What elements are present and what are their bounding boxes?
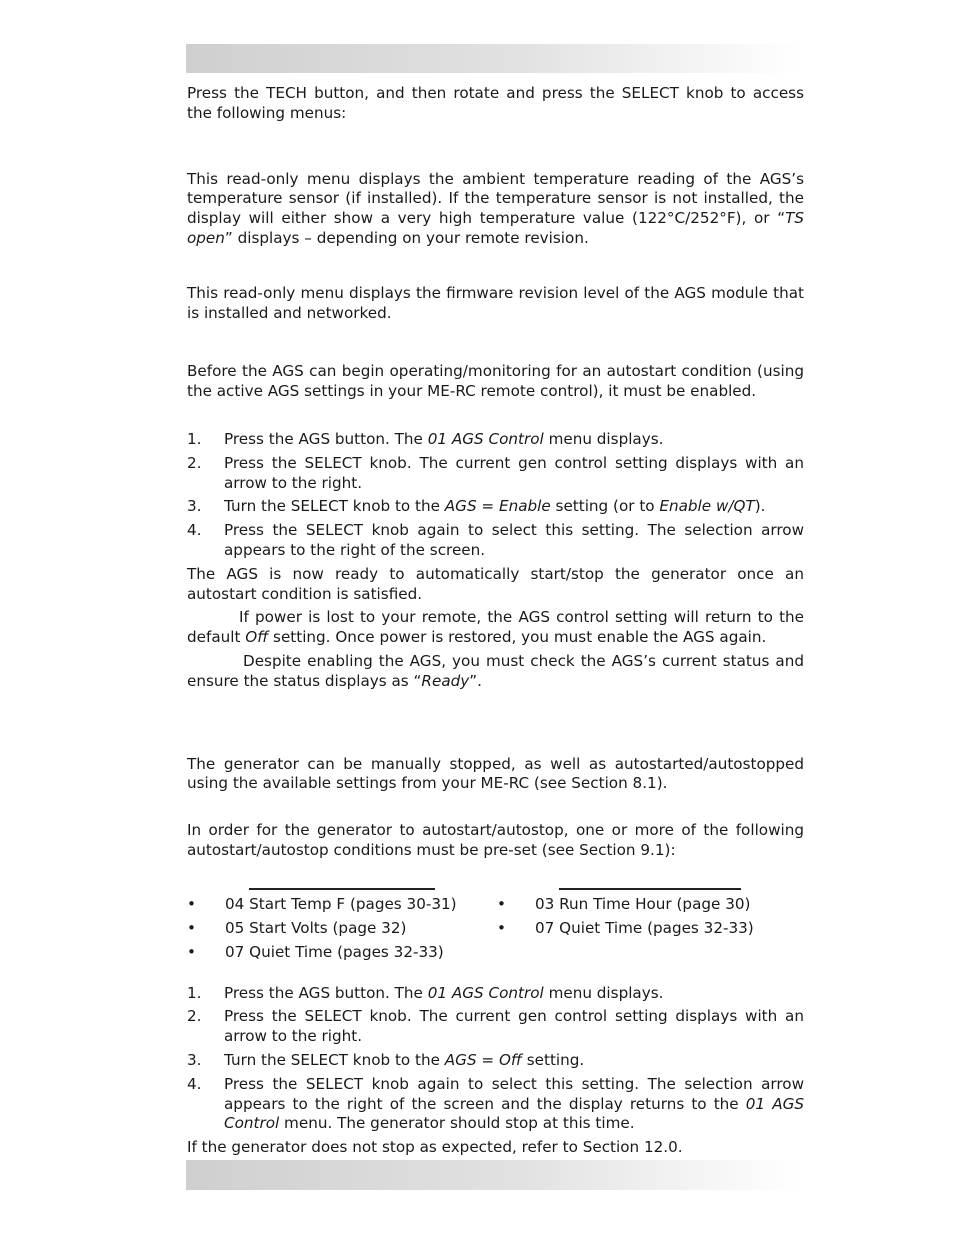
condition-text: 04 Start Temp F (pages 30-31) [225,894,457,913]
bullet-icon: • [187,943,196,962]
conditions-list [497,888,797,939]
off-term: Off [245,628,269,647]
step-term: 01 AGS Control [427,983,544,1002]
step-number: 4. [187,1074,202,1093]
step-number: 2. [187,1007,202,1026]
temperature-text-end: ” displays – depending on your remote revision. [224,228,589,247]
ts-open-term: TS open [187,209,804,247]
conditions-columns [187,888,804,968]
bullet-icon: • [187,894,196,913]
step-number: 4. [187,521,202,540]
stop-intro-paragraph: The generator can be manually stopped, as well as autostarted/autostopped using the available settings from your ME-RC (see Section 8.1). [187,754,804,793]
header-bar [186,44,800,73]
bullet-icon: • [187,919,196,938]
footer-bar [186,1160,800,1190]
step-number: 1. [187,983,202,1002]
step-text: Press the AGS button. The [224,983,428,1002]
temperature-text-start: This read-only menu displays the ambient temperature reading of the AGS’s temperature sensor (if installed). If the temperature sensor is not installed, the display will either show a very high temperature value (122°C/252°F), or “ [187,169,804,228]
note-text: If power is lost to your remote, the AGS control setting will return to the default [187,608,804,647]
enable-steps-list [187,430,804,561]
step-text: menu displays. [543,983,664,1002]
step-term: 01 AGS Control [224,1094,804,1133]
stop-result-paragraph: If the generator does not stop as expected, refer to Section 12.0. [187,1138,683,1157]
bullet-icon: • [497,919,506,938]
column-heading-rule [249,888,435,890]
condition-text: 05 Start Volts (page 32) [225,919,407,938]
list-item [187,454,804,494]
step-number: 3. [187,497,202,516]
list-item [187,521,804,561]
enable-intro-paragraph: Before the AGS can begin operating/monitoring for an autostart condition (using the active AGS settings in your ME-RC remote control), it must be enabled. [187,362,804,401]
note-text: ”. [469,671,482,690]
step-number: 1. [187,429,202,448]
step-text: menu. The generator should stop at this time. [279,1114,635,1133]
step-number: 2. [187,453,202,472]
step-term: AGS = Enable [444,497,551,516]
list-item [187,984,804,1004]
intro-paragraph: Press the TECH button, and then rotate and press the SELECT knob to access the following menus: [187,84,804,122]
stop-steps-list [187,984,804,1135]
list-item [187,1075,804,1134]
step-text: Press the AGS button. The [224,429,428,448]
column-heading-rule [559,888,741,890]
temperature-menu-paragraph [187,170,804,249]
step-term: 01 AGS Control [427,429,544,448]
conditions-list [187,888,497,963]
list-item [497,895,797,915]
bullet-icon: • [497,894,506,913]
firmware-menu-paragraph: This read-only menu displays the firmware revision level of the AGS module that is installed and networked. [187,283,804,322]
step-text: Press the SELECT knob. The current gen control setting displays with an arrow to the right. [224,453,804,492]
note-text: Despite enabling the AGS, you must check the AGS’s current status and ensure the status displays as “ [187,651,804,690]
status-note [187,652,804,692]
step-text: ). [754,497,766,516]
step-text: Press the SELECT knob again to select this setting. The selection arrow appears to the right of the screen and the display returns to the [224,1074,804,1113]
list-item [497,919,797,939]
step-text: Turn the SELECT knob to the [224,497,445,516]
power-loss-note [187,608,804,648]
step-term: AGS = Off [444,1051,522,1069]
list-item [187,1051,804,1071]
conditions-column-2 [497,888,797,968]
conditions-column-1 [187,888,497,968]
step-term: Enable w/QT [659,497,755,516]
step-text: Press the SELECT knob again to select this setting. The selection arrow appears to the right of the screen. [224,521,804,559]
step-text: setting (or to [550,497,660,516]
list-item [187,943,497,963]
step-text: Turn the SELECT knob to the [224,1051,445,1069]
ready-term: Ready [421,671,470,690]
list-item [187,919,497,939]
step-text: menu displays. [543,429,664,448]
note-text: setting. Once power is restored, you must enable the AGS again. [268,628,767,647]
step-text: setting. [521,1051,585,1069]
list-item [187,430,804,450]
list-item [187,497,804,517]
list-item [187,895,497,915]
step-number: 3. [187,1051,202,1069]
condition-text: 07 Quiet Time (pages 32-33) [225,943,444,962]
list-item [187,1007,804,1047]
condition-text: 03 Run Time Hour (page 30) [535,894,751,913]
conditions-intro-paragraph: In order for the generator to autostart/autostop, one or more of the following autostart/autostop conditions must be pre-set (see Section 9.1): [187,821,804,859]
step-text: Press the SELECT knob. The current gen control setting displays with an arrow to the right. [224,1007,804,1046]
page-body [187,84,804,1158]
condition-text: 07 Quiet Time (pages 32-33) [535,919,754,938]
enable-result-paragraph: The AGS is now ready to automatically start/stop the generator once an autostart condition is satisfied. [187,564,804,603]
